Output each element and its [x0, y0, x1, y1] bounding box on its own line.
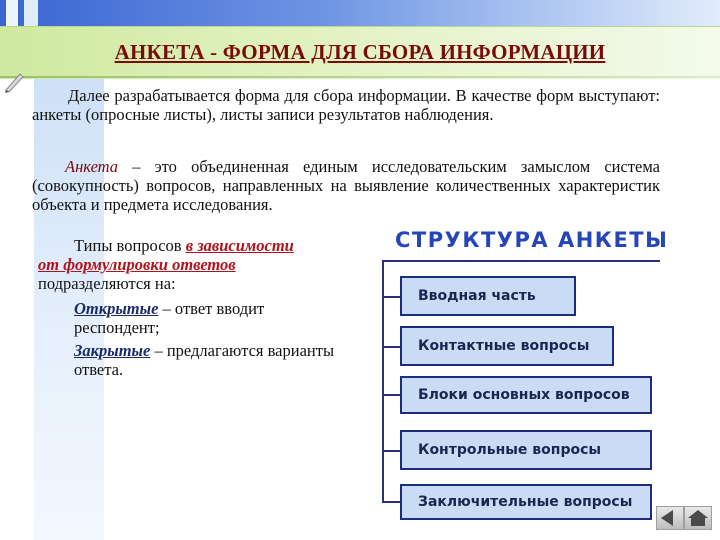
home-button[interactable]	[684, 506, 712, 530]
structure-branch	[382, 501, 400, 503]
page-title: АНКЕТА - ФОРМА ДЛЯ СБОРА ИНФОРМАЦИИ	[114, 40, 606, 64]
structure-item-control: Контрольные вопросы	[400, 430, 652, 470]
question-types-emph2-line	[38, 255, 343, 274]
definition-term: Анкета	[65, 157, 119, 176]
home-icon	[685, 507, 711, 529]
structure-branch	[382, 346, 400, 348]
structure-title: СТРУКТУРА АНКЕТЫ	[395, 228, 669, 252]
top-decor-stripe	[6, 0, 18, 26]
structure-branch	[382, 296, 400, 298]
structure-underline	[382, 260, 660, 262]
pen-icon	[4, 70, 26, 94]
structure-branch	[382, 394, 400, 396]
structure-branch	[382, 450, 400, 452]
definition-paragraph	[32, 157, 660, 214]
structure-item-contact: Контактные вопросы	[400, 326, 614, 366]
structure-item-final: Заключительные вопросы	[400, 484, 652, 520]
open-questions-line	[38, 299, 343, 337]
structure-item-intro: Вводная часть	[400, 276, 576, 316]
question-types-lead-line	[38, 236, 343, 255]
closed-questions-text: – предлагаются варианты ответа.	[74, 341, 335, 379]
question-types-emph2: от формулировки ответов	[38, 255, 236, 274]
question-types-emph1: в зависимости	[185, 236, 294, 255]
definition-text: – это объединенная единым исследовательским замыслом система (совокупность) вопросов, направленных на выявление количественных характеристик объекта и предмета исследования.	[32, 157, 660, 214]
title-divider	[0, 76, 720, 78]
prev-slide-button[interactable]	[656, 506, 684, 530]
top-decor-band	[0, 0, 720, 26]
question-types-rest: подразделяются на:	[38, 274, 176, 293]
open-questions-term: Открытые	[74, 299, 159, 318]
back-arrow-icon	[657, 507, 683, 529]
intro-paragraph: Далее разрабатывается форма для сбора информации. В качестве форм выступают: анкеты (опросные листы), листы записи результатов наблюдения.	[32, 86, 660, 124]
question-types-lead: Типы вопросов	[74, 236, 186, 255]
question-types-block	[38, 236, 343, 379]
top-decor-stripe	[24, 0, 38, 26]
closed-questions-term: Закрытые	[74, 341, 151, 360]
structure-item-main-blocks: Блоки основных вопросов	[400, 376, 652, 414]
open-questions-text: – ответ вводит респондент;	[74, 299, 265, 337]
closed-questions-line	[38, 341, 343, 379]
